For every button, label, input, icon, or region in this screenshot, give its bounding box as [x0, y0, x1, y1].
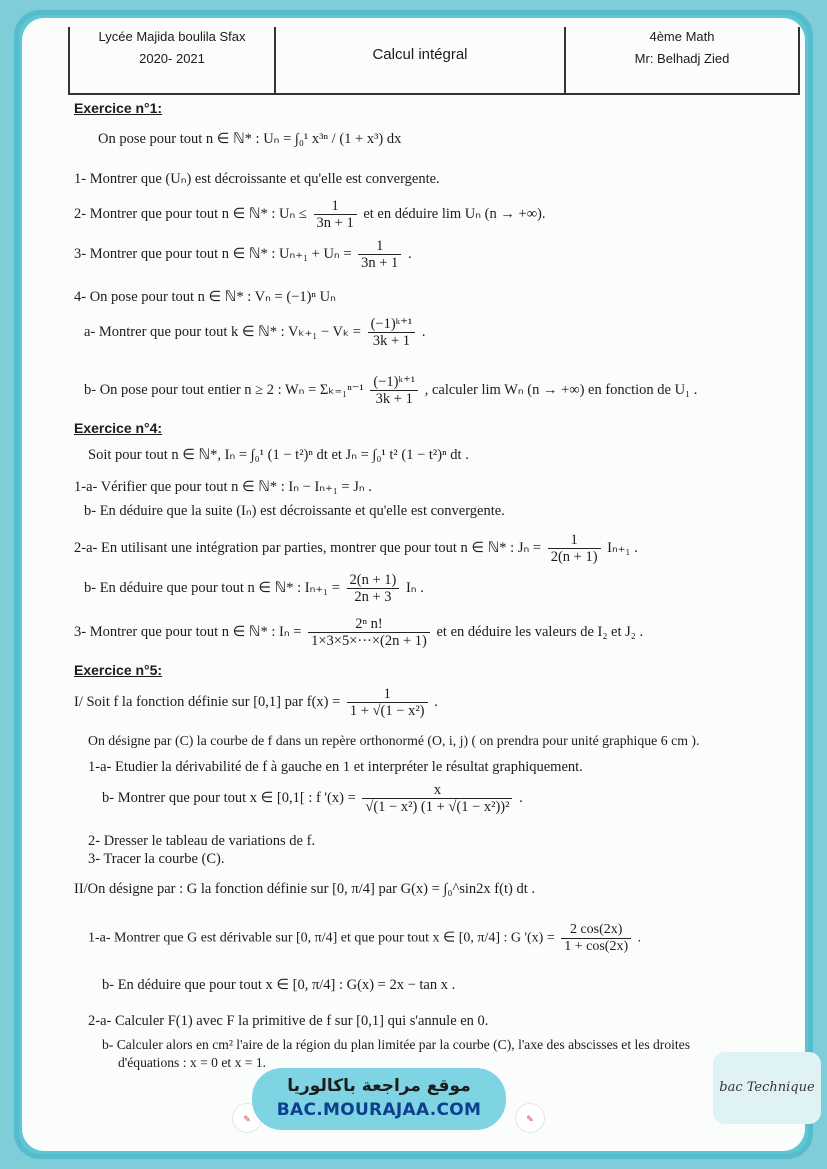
ex5-q1b [102, 782, 523, 815]
frac-num: (−1)ᵏ⁺¹ [370, 374, 418, 391]
ex1-q2 [74, 198, 545, 231]
ex1-q3-text: 3- Montrer que pour tout n ∈ ℕ* : Uₙ₊₁ + Uₙ = [74, 245, 352, 262]
ex5-p2-q2a: 2-a- Calculer F(1) avec F la primitive de f sur [0,1] qui s'annule en 0. [88, 1013, 489, 1029]
ex1-q3 [74, 238, 412, 271]
ex5-part1-fraction [347, 686, 428, 719]
frac-den: 1 + cos(2x) [564, 939, 629, 954]
ex5-part2: II/On désigne par : G la fonction définie sur [0, π/4] par G(x) = ∫₀^sin2x f(t) dt . [74, 881, 535, 897]
ex4-q1b: b- En déduire que la suite (Iₙ) est décroissante et qu'elle est convergente. [84, 503, 505, 519]
ex5-q1a: 1-a- Etudier la dérivabilité de f à gauche en 1 et interpréter le résultat graphiquement. [88, 759, 583, 775]
ex1-q4a-text: a- Montrer que pour tout k ∈ ℕ* : Vₖ₊₁ − Vₖ = [84, 323, 361, 340]
right-logo-icon: ✎ [515, 1103, 545, 1133]
site-banner[interactable] [252, 1068, 506, 1130]
frac-den: 3n + 1 [361, 255, 399, 271]
ex4-q2a-fraction [548, 532, 601, 565]
ex4-q2b-end: Iₙ . [405, 579, 424, 596]
ex4-q1a: 1-a- Vérifier que pour tout n ∈ ℕ* : Iₙ − Iₙ₊₁ = Jₙ . [74, 479, 372, 495]
ex5-part1-end: . [434, 693, 438, 710]
ex1-q4a-fraction [368, 316, 416, 349]
ex5-p2-q1a-text: 1-a- Montrer que G est dérivable sur [0, π/4] et que pour tout x ∈ [0, π/4] : G '(x) = [88, 930, 555, 946]
frac-num: 1 [358, 238, 401, 255]
frac-num: x [362, 782, 512, 799]
ex5-q2: 2- Dresser le tableau de variations de f. [88, 833, 316, 849]
ex5-part1 [74, 686, 438, 719]
ex4-intro: Soit pour tout n ∈ ℕ*, Iₙ = ∫₀¹ (1 − t²)ⁿ dt et Jₙ = ∫₀¹ t² (1 − t²)ⁿ dt . [88, 447, 469, 463]
ex5-q3: 3- Tracer la courbe (C). [88, 851, 225, 867]
ex1-q3-fraction [358, 238, 401, 271]
ex4-q2a-end: Iₙ₊₁ . [607, 539, 638, 556]
ex4-q2a-text: 2-a- En utilisant une intégration par parties, montrer que pour tout n ∈ ℕ* : Jₙ = [74, 539, 542, 556]
ex4-q3-fraction [308, 616, 430, 649]
exercise-1-title: Exercice n°1: [74, 100, 163, 116]
ex5-p2-q1a-fraction [561, 922, 631, 955]
frac-den: 2(n + 1) [550, 549, 598, 565]
exercise-4-title: Exercice n°4: [74, 420, 163, 436]
frac-num: 1 [314, 198, 357, 215]
frac-num: 1 [548, 532, 601, 549]
left-logo-icon: ✎ [232, 1103, 262, 1133]
ex1-q2-text: 2- Montrer que pour tout n ∈ ℕ* : Uₙ ≤ [74, 205, 307, 222]
ex1-q4b-end: , calculer lim Wₙ (n → +∞) en fonction de U₁ . [424, 381, 698, 398]
bac-technique-badge: bac Technique [713, 1052, 821, 1124]
ex4-q3-end: et en déduire les valeurs de I₂ et J₂ . [436, 623, 644, 640]
document-page [22, 18, 805, 1151]
ex1-q4a [84, 316, 426, 349]
ex5-part1-text: I/ Soit f la fonction définie sur [0,1] par f(x) = [74, 693, 341, 710]
frac-num: 2(n + 1) [347, 572, 400, 589]
frac-den: √(1 − x²) (1 + √(1 − x²))² [365, 799, 510, 815]
school-year: 2020- 2021 [139, 51, 205, 66]
ex1-q4b-text: b- On pose pour tout entier n ≥ 2 : Wₙ = Σₖ₌₁ⁿ⁻¹ [84, 381, 364, 398]
class-level: 4ème Math [649, 29, 715, 44]
frac-num: (−1)ᵏ⁺¹ [368, 316, 416, 333]
ex5-p2-q1a [88, 922, 641, 955]
teacher-name: Mr: Belhadj Zied [634, 51, 730, 66]
frac-den: 1 + √(1 − x²) [349, 703, 425, 719]
ex4-q2b-fraction [347, 572, 400, 605]
ex1-q1: 1- Montrer que (Uₙ) est décroissante et qu'elle est convergente. [74, 171, 440, 187]
ex5-q1b-text: b- Montrer que pour tout x ∈ [0,1[ : f '(x) = [102, 789, 356, 806]
frac-num: 2ⁿ n! [308, 616, 430, 633]
header-title-cell [276, 27, 566, 93]
frac-den: 3n + 1 [316, 215, 354, 231]
header-school-cell [70, 27, 276, 93]
site-url[interactable]: BAC.MOURAJAA.COM [276, 1100, 482, 1120]
header-teacher-cell [566, 27, 798, 93]
ex4-q2b [84, 572, 424, 605]
frac-den: 2n + 3 [354, 589, 392, 605]
ex5-q1b-fraction [362, 782, 512, 815]
school-name: Lycée Majida boulila Sfax [98, 29, 246, 44]
ex5-p2-q1a-end: . [637, 930, 642, 946]
frac-num: 2 cos(2x) [561, 922, 631, 939]
ex1-q4a-end: . [421, 323, 426, 340]
ex5-p2-q2b-line1: b- Calculer alors en cm² l'aire de la région du plan limitée par la courbe (C), l'axe des abscisses et les droites [102, 1037, 691, 1052]
ex1-q2-fraction [314, 198, 357, 231]
frac-den: 3k + 1 [375, 391, 413, 407]
frac-den: 1×3×5×···×(2n + 1) [311, 633, 427, 649]
ex1-q2-end: et en déduire lim Uₙ (n → +∞). [363, 205, 546, 222]
ex5-p2-q1b: b- En déduire que pour tout x ∈ [0, π/4] : G(x) = 2x − tan x . [102, 977, 456, 993]
ex1-q4b [84, 374, 697, 407]
ex5-p2-q2b-line2: d'équations : x = 0 et x = 1. [118, 1055, 267, 1070]
site-name-arabic: موقع مراجعة باكالوريا [287, 1076, 471, 1096]
frac-num: 1 [347, 686, 428, 703]
frac-den: 3k + 1 [372, 333, 410, 349]
ex5-q1b-end: . [519, 789, 523, 806]
ex4-q2b-text: b- En déduire que pour tout n ∈ ℕ* : Iₙ₊₁ = [84, 579, 340, 596]
ex4-q3 [74, 616, 643, 649]
ex5-curve-def: On désigne par (C) la courbe de f dans un repère orthonormé (O, i, j) ( on prendra pour unité graphique 6 cm ). [88, 733, 700, 748]
exercise-5-title: Exercice n°5: [74, 662, 163, 678]
ex1-q4: 4- On pose pour tout n ∈ ℕ* : Vₙ = (−1)ⁿ Uₙ [74, 289, 336, 305]
ex4-q3-text: 3- Montrer que pour tout n ∈ ℕ* : Iₙ = [74, 623, 302, 640]
ex1-q3-end: . [407, 245, 412, 262]
ex1-q4b-fraction [370, 374, 418, 407]
document-title: Calcul intégral [372, 46, 468, 63]
ex1-intro: On pose pour tout n ∈ ℕ* : Uₙ = ∫₀¹ x³ⁿ / (1 + x³) dx [98, 131, 402, 147]
ex4-q2a [74, 532, 638, 565]
header-table [68, 27, 800, 95]
